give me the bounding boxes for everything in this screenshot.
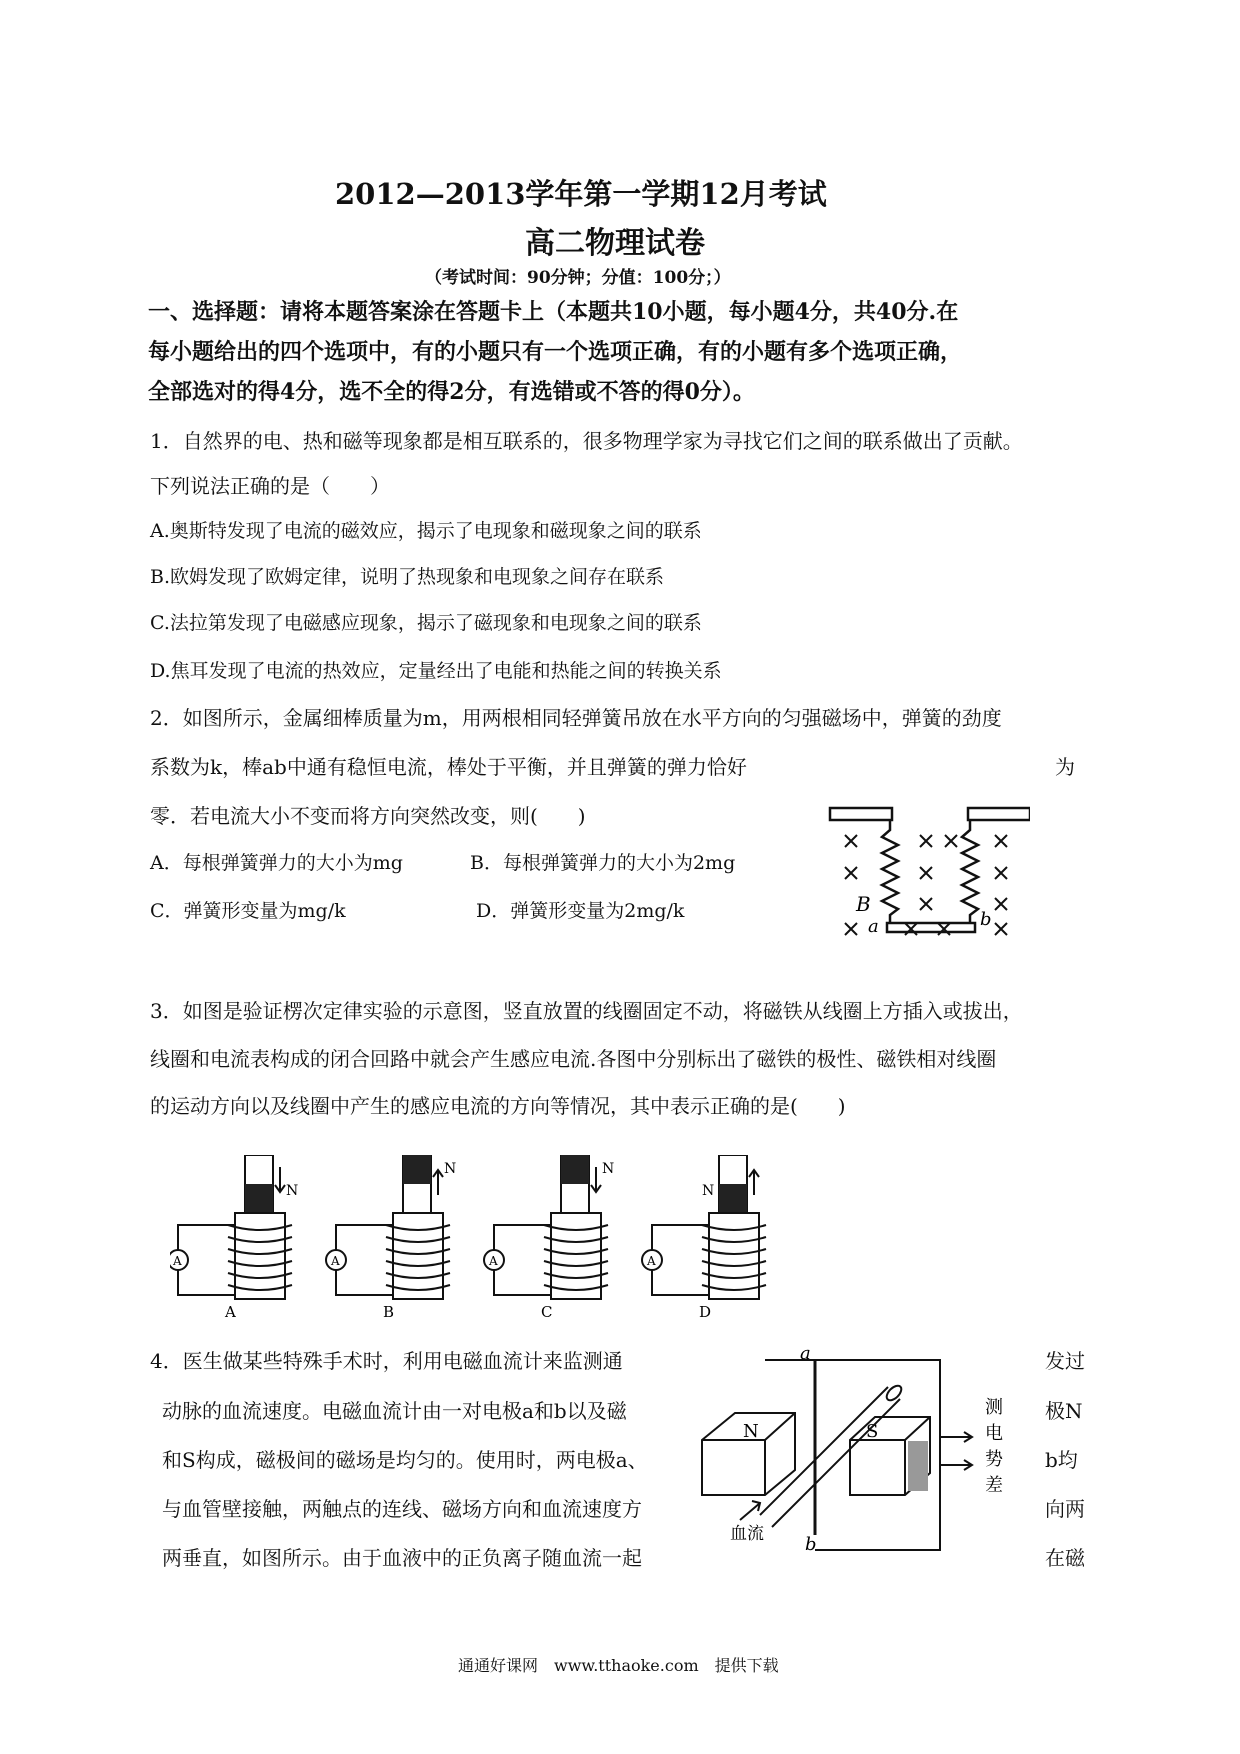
q1-stem-line-1: 1．自然界的电、热和磁等现象都是相互联系的，很多物理学家为寻找它们之间的联系做出了贡献。 [150,429,1023,453]
ammeter-label: A [647,1254,656,1268]
figure-label-d: D [699,1303,712,1320]
blood-flow-label: 血流 [730,1524,764,1544]
q2-spring-field-figure [820,805,1030,955]
q4-stem-line-3-end: b均 [1045,1448,1078,1472]
electrode-b-label: b [805,1534,817,1555]
q1-option-a: A.奥斯特发现了电流的磁效应，揭示了电现象和磁现象之间的联系 [150,520,702,542]
ammeter-label: A [331,1254,340,1268]
q4-stem-line-5: 两垂直，如图所示。由于血液中的正负离子随血流一起 [162,1546,642,1570]
exam-title: 2012—2013学年第一学期12月考试 [335,177,827,211]
section-instruction-line-3: 全部选对的得4分，选不全的得2分，有选错或不答的得0分）。 [148,379,755,405]
magnet-pole-label: N [602,1161,615,1177]
q1-option-d: D.焦耳发现了电流的热效应，定量经出了电能和热能之间的转换关系 [150,660,722,682]
magnet-pole-label: N [286,1183,299,1199]
q4-stem-line-4: 与血管壁接触，两触点的连线、磁场方向和血流速度方 [162,1497,642,1521]
figure-label-c: C [541,1303,553,1320]
exam-meta: （考试时间：90分钟；分值：100分；） [425,268,731,288]
measure-label-char: 势 [985,1449,1003,1470]
q2-option-a: A．每根弹簧弹力的大小为mg [150,852,403,874]
magnet-s-label: S [866,1421,879,1442]
q4-stem-line-1: 4．医生做某些特殊手术时，利用电磁血流计来监测通 [150,1349,623,1373]
q3-figure-c [484,1155,614,1320]
q4-stem-line-2: 动脉的血流速度。电磁血流计由一对电极a和b以及磁 [162,1399,627,1423]
rod-end-b-label: b [980,909,992,930]
q4-stem-line-3: 和S构成，磁极间的磁场是均匀的。使用时，两电极a、 [162,1448,648,1472]
q4-stem-line-4-end: 向两 [1045,1497,1085,1521]
q3-stem-line-1: 3．如图是验证楞次定律实验的示意图，竖直放置的线圈固定不动，将磁铁从线圈上方插入或拔出， [150,999,1023,1023]
figure-label-a: A [225,1303,236,1320]
q2-option-c: C．弹簧形变量为mg/k [150,900,346,922]
q4-stem-line-5-end: 在磁 [1045,1546,1085,1570]
electrode-a-label: a [800,1345,811,1364]
q2-stem-line-2-end: 为 [1055,755,1075,779]
q3-stem-line-3: 的运动方向以及线圈中产生的感应电流的方向等情况，其中表示正确的是( ) [150,1094,846,1118]
section-instruction-line-1: 一、选择题：请将本题答案涂在答题卡上（本题共10小题，每小题4分，共40分.在 [148,299,959,325]
q4-stem-line-1-end: 发过 [1045,1349,1085,1373]
measure-label-char: 测 [985,1397,1003,1418]
measure-label-char: 电 [985,1423,1003,1444]
q2-option-d: D．弹簧形变量为2mg/k [476,900,685,922]
q1-stem-line-2: 下列说法正确的是（ ） [150,474,390,498]
magnet-pole-label: N [444,1161,457,1177]
q2-stem-line-3: 零．若电流大小不变而将方向突然改变，则( ) [150,804,586,828]
figure-label-b: B [383,1303,395,1320]
q3-stem-line-2: 线圈和电流表构成的闭合回路中就会产生感应电流.各图中分别标出了磁铁的极性、磁铁相对线圈 [150,1047,997,1071]
magnet-pole-label: N [702,1183,715,1199]
q2-stem-line-2: 系数为k，棒ab中通有稳恒电流，棒处于平衡，并且弹簧的弹力恰好 [150,755,747,779]
measure-label-char: 差 [985,1475,1003,1496]
q1-option-c: C.法拉第发现了电磁感应现象，揭示了磁现象和电现象之间的联系 [150,612,702,634]
section-instruction-line-2: 每小题给出的四个选项中，有的小题只有一个选项正确，有的小题有多个选项正确， [148,339,963,365]
page-footer: 通通好课网 www.tthaoke.com 提供下载 [458,1656,779,1675]
ammeter-label: A [489,1254,498,1268]
rod-end-a-label: a [868,916,879,937]
q2-option-b: B．每根弹簧弹力的大小为2mg [470,852,736,874]
field-label-b: B [856,892,871,916]
q1-option-b: B.欧姆发现了欧姆定律，说明了热现象和电现象之间存在联系 [150,566,665,588]
q3-lenz-figures [170,1155,810,1320]
q4-flowmeter-figure [690,1345,1030,1555]
q2-stem-line-1: 2．如图所示，金属细棒质量为m，用两根相同轻弹簧吊放在水平方向的匀强磁场中，弹簧的劲度 [150,706,1002,730]
q3-figure-d [642,1155,766,1320]
magnet-n-label: N [743,1421,759,1442]
ammeter-label: A [173,1254,182,1268]
q3-figure-a [170,1155,298,1320]
q4-stem-line-2-end: 极N [1045,1399,1083,1423]
q3-figure-b [326,1155,456,1320]
exam-subtitle: 高二物理试卷 [525,226,705,261]
